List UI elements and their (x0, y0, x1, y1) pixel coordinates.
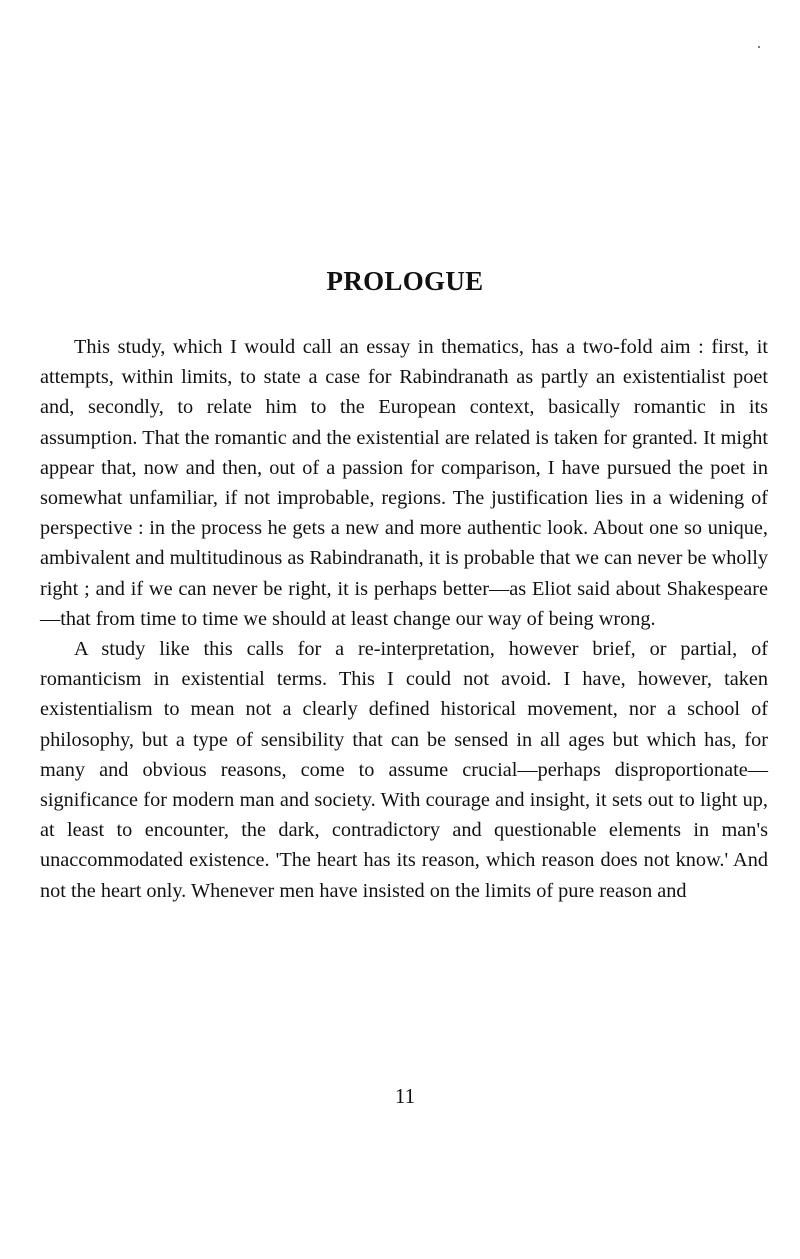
paragraph-1: This study, which I would call an essay in thematics, has a two-fold aim : first, it attempts, within limits, to state a case for Rabindranath as partly an existentialist poet and, secondly, to relate him to the European context, basically romantic in its assumption. That the romantic and the existential are related is taken for granted. It might appear that, now and then, out of a passion for comparison, I have pursued the poet in somewhat unfamiliar, if not improbable, regions. The justification lies in a widening of perspective : in the process he gets a new and more authentic look. About one so unique, ambivalent and multitudinous as Rabindranath, it is probable that we can never be wholly right ; and if we can never be right, it is perhaps better—as Eliot said about Shakespeare—that from time to time we should at least change our way of being wrong. (40, 336, 768, 630)
body-text (40, 332, 768, 906)
speck-mark (758, 46, 760, 48)
paragraph-2: A study like this calls for a re-interpretation, however brief, or partial, of romanticism in existential terms. This I could not avoid. I have, however, taken existentialism to mean not a clearly defined historical movement, nor a school of philosophy, but a type of sensibility that can be sensed in all ages but which has, for many and obvious reasons, come to assume crucial—perhaps disproportionate—significance for modern man and society. With courage and insight, it sets out to light up, at least to encounter, the dark, contradictory and questionable elements in man's unaccommodated existence. 'The heart has its reason, which reason does not know.' And not the heart only. Whenever men have insisted on the limits of pure reason and (40, 638, 768, 902)
page-number: 11 (394, 1084, 416, 1108)
chapter-title: PROLOGUE (326, 266, 484, 296)
